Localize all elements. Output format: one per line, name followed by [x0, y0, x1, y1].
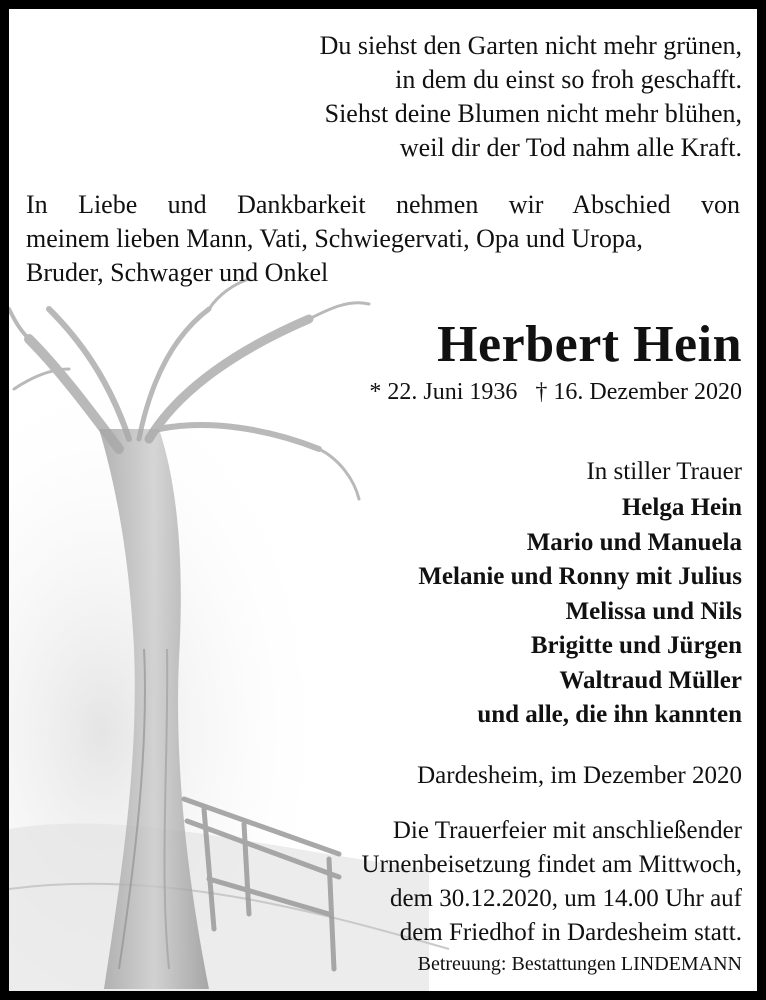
life-dates: * 22. Juni 1936 † 16. Dezember 2020 — [369, 379, 742, 405]
intro-line: meinem lieben Mann, Vati, Schwiegervati, Opa und Uropa, — [26, 224, 643, 253]
ceremony-line: dem Friedhof in Dardesheim statt. — [399, 919, 742, 946]
ceremony-line: Urnenbeisetzung findet am Mittwoch, — [361, 851, 742, 878]
poem — [320, 29, 742, 165]
deceased-name: Herbert Hein — [437, 316, 742, 373]
poem-line: in dem du einst so froh geschafft. — [395, 65, 742, 94]
intro-text — [26, 188, 740, 290]
undertaker-credit: Betreuung: Bestattungen LINDEMANN — [417, 953, 742, 975]
ceremony-info — [362, 814, 742, 950]
ceremony-line: Die Trauerfeier mit anschließender — [392, 817, 742, 844]
ceremony-line: dem 30.12.2020, um 14.00 Uhr auf — [389, 885, 742, 912]
poem-line: Siehst deine Blumen nicht mehr blühen, — [324, 99, 742, 128]
intro-line: Bruder, Schwager und Onkel — [26, 258, 329, 287]
mourners-list — [418, 491, 742, 733]
mourner: Melissa und Nils — [565, 597, 742, 625]
mourner: Melanie und Ronny mit Julius — [418, 563, 742, 590]
mourning-heading: In stiller Trauer — [586, 458, 742, 485]
mourner: Waltraud Müller — [559, 666, 742, 694]
poem-line: weil dir der Tod nahm alle Kraft. — [399, 133, 742, 162]
mourner: und alle, die ihn kannten — [477, 701, 742, 728]
intro-line: In Liebe und Dankbarkeit nehmen wir Abschied von — [26, 190, 740, 219]
mourner: Helga Hein — [621, 494, 742, 521]
mourner: Brigitte und Jürgen — [530, 632, 742, 659]
mourner: Mario und Manuela — [526, 528, 742, 556]
poem-line: Du siehst den Garten nicht mehr grünen, — [319, 31, 742, 60]
place-date: Dardesheim, im Dezember 2020 — [417, 762, 742, 789]
